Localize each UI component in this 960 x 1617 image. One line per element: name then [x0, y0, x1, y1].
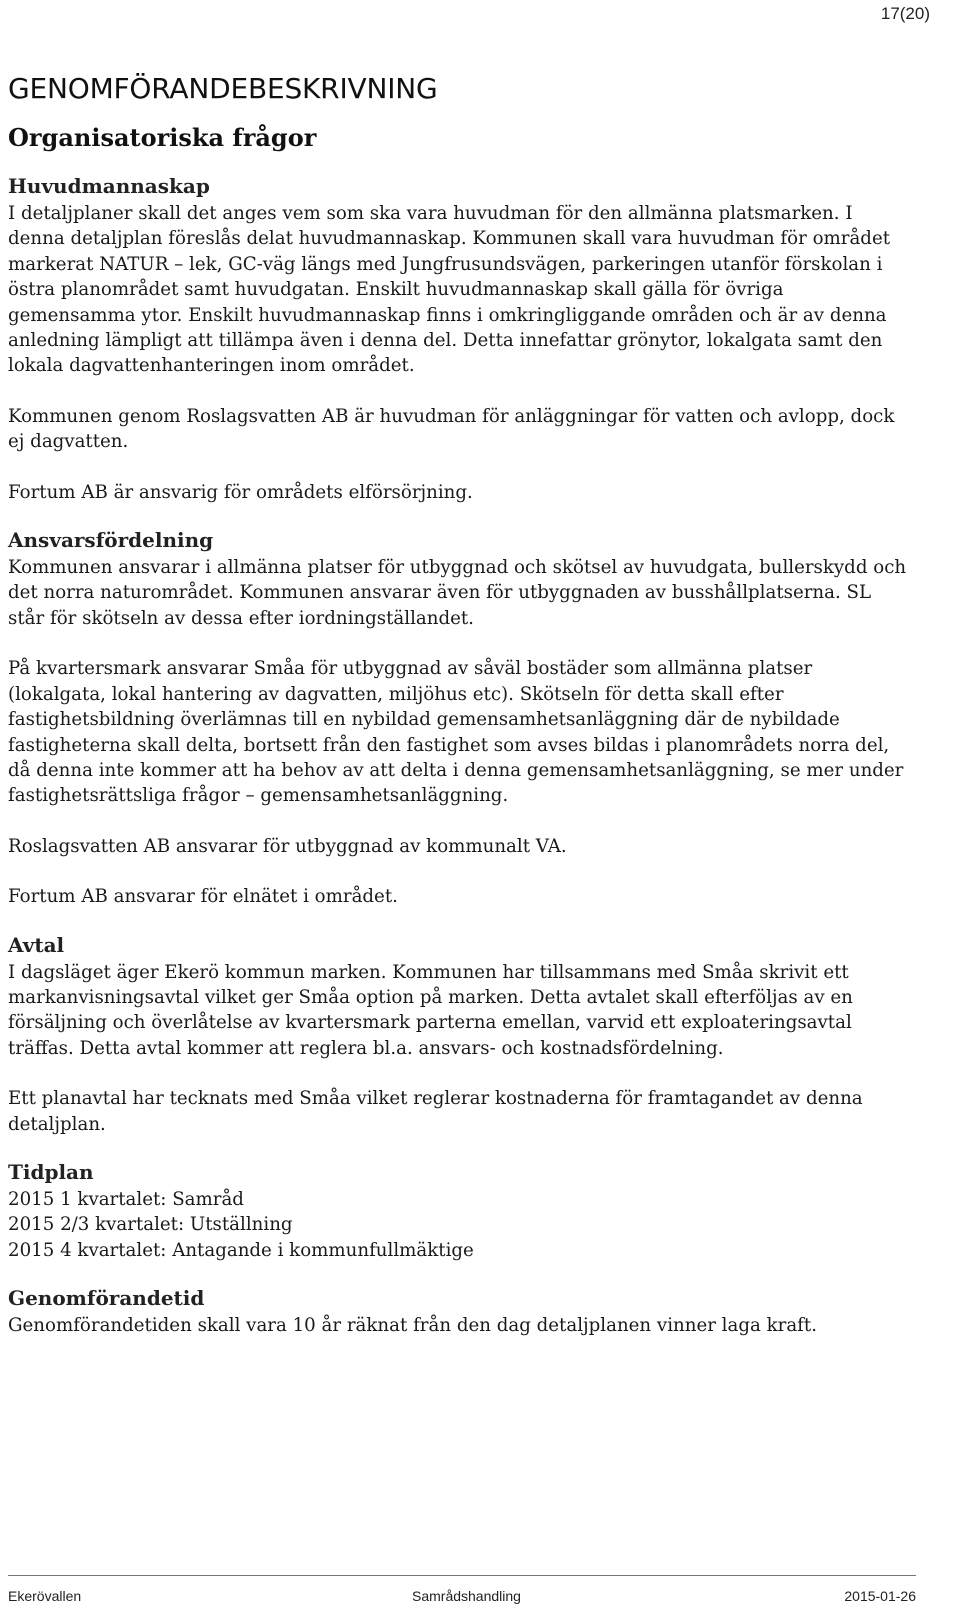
footer-document-type: Samrådshandling [412, 1588, 521, 1604]
page-title: GENOMFÖRANDEBESKRIVNING [8, 72, 438, 105]
document-body [8, 62, 908, 1339]
footer-divider [8, 1575, 916, 1576]
schedule-item: 2015 4 kvartalet: Antagande i kommunfullmäktige [8, 1239, 474, 1261]
paragraph-ansvarsfordelning-1: Kommunen ansvarar i allmänna platser för utbyggnad och skötsel av huvudgata, bullerskydd och det norra naturområdet. Kommunen ansvarar även för utbyggnaden av busshållplatserna. SL står för skötseln av dessa efter iordningställandet. [8, 557, 907, 629]
schedule-item: 2015 1 kvartalet: Samråd [8, 1188, 244, 1210]
heading-avtal: Avtal [8, 932, 65, 957]
section-title: Organisatoriska frågor [8, 123, 317, 152]
paragraph-ansvarsfordelning-3: Roslagsvatten AB ansvarar för utbyggnad av kommunalt VA. [8, 835, 567, 857]
heading-huvudmannaskap: Huvudmannaskap [8, 174, 210, 198]
schedule-item: 2015 2/3 kvartalet: Utställning [8, 1214, 293, 1236]
heading-ansvarsfordelning: Ansvarsfördelning [8, 528, 214, 553]
paragraph-huvudmannaskap-2: Kommunen genom Roslagsvatten AB är huvudman för anläggningar för vatten och avlopp, dock ej dagvatten. [8, 405, 895, 453]
footer-project-name: Ekerövallen [8, 1588, 82, 1604]
paragraph-avtal-1: I dagsläget äger Ekerö kommun marken. Kommunen har tillsammans med Småa skrivit ett markanvisningsavtal vilket ger Småa option på marken. Detta avtalet skall efterföljas av en försäljning och överlåtelse av kvartersmark parterna emellan, varvid ett exploateringsavtal träffas. Detta avtal kommer att reglera bl.a. ansvars- och kostnadsfördelning. [8, 961, 853, 1059]
paragraph-genomforandetid: Genomförandetiden skall vara 10 år räknat från den dag detaljplanen vinner laga kraft. [8, 1315, 817, 1337]
paragraph-huvudmannaskap-1: I detaljplaner skall det anges vem som ska vara huvudman för den allmänna platsmarken. I denna detaljplan föreslås delat huvudmannaskap. Kommunen skall vara huvudman för området markerat NATUR – lek, GC-väg längs med Jungfrusundsvägen, parkeringen utanför förskolan i östra planområdet samt huvudgatan. Enskilt huvudmannaskap skall gälla för övriga gemensamma ytor. Enskilt huvudmannaskap finns i omkringliggande områden och är av denna anledning lämpligt att tillämpa även i denna del. Detta innefattar grönytor, lokalgata samt den lokala dagvattenhanteringen inom området. [8, 203, 891, 377]
heading-tidplan: Tidplan [8, 1159, 94, 1184]
paragraph-avtal-2: Ett planavtal har tecknats med Småa vilket reglerar kostnaderna för framtagandet av denna detaljplan. [8, 1088, 863, 1135]
heading-genomforandetid: Genomförandetid [8, 1286, 205, 1311]
page-number: 17(20) [880, 4, 930, 23]
paragraph-huvudmannaskap-3: Fortum AB är ansvarig för områdets elförsörjning. [8, 481, 473, 503]
paragraph-ansvarsfordelning-2: På kvartersmark ansvarar Småa för utbyggnad av såväl bostäder som allmänna platser (lokalgata, lokal hantering av dagvatten, miljöhus etc). Skötseln för detta skall efter fastighetsbildning överlämnas till en nybildad gemensamhetsanläggning där de nybildade fastigheterna skall delta, bortsett från den fastighet som avses bildas i planområdets norra del, då denna inte kommer att ha behov av att delta i denna gemensamhetsanläggning, se mer under fastighetsrättsliga frågor – gemensamhetsanläggning. [8, 658, 904, 807]
footer-date: 2015-01-26 [844, 1588, 916, 1604]
paragraph-ansvarsfordelning-4: Fortum AB ansvarar för elnätet i området. [8, 886, 398, 908]
schedule-list [8, 1187, 908, 1263]
